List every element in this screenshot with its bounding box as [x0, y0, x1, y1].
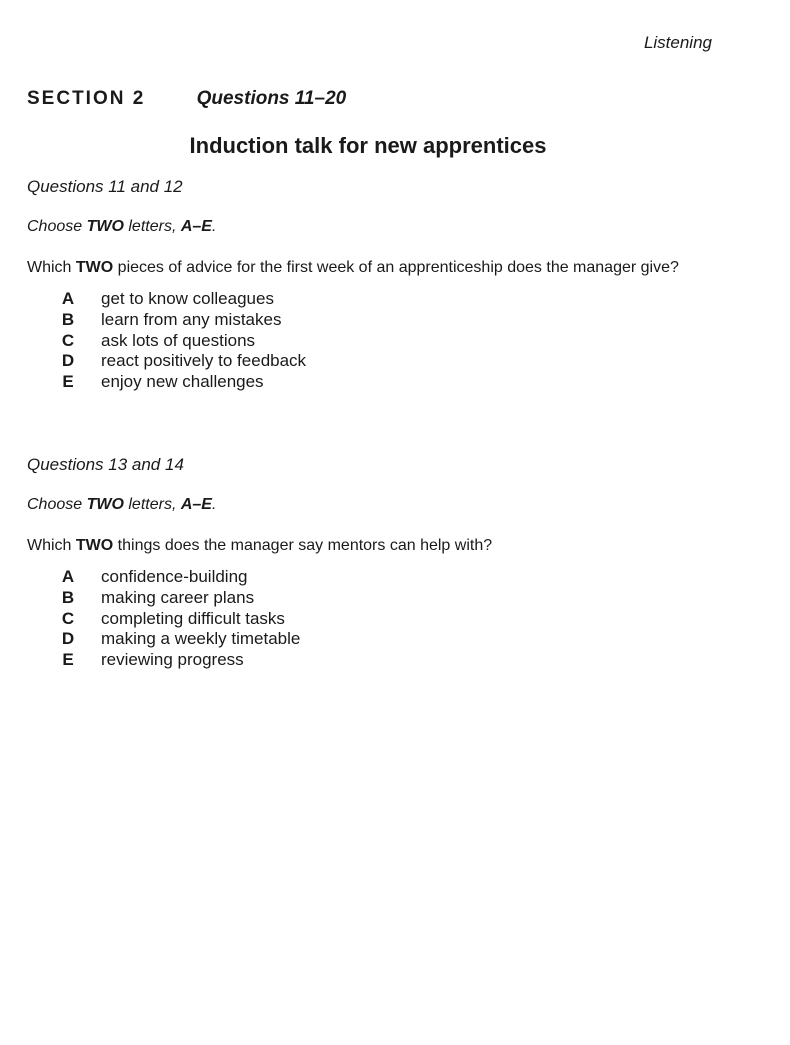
option-text: react positively to feedback [101, 351, 307, 371]
instruction-text: letters, [123, 218, 181, 235]
option-text: making a weekly timetable [101, 629, 301, 649]
option-letter: B [61, 309, 75, 329]
question-emphasis: TWO [75, 537, 114, 554]
option-letter: D [61, 629, 75, 649]
option-b[interactable] [27, 310, 727, 331]
instruction-text: Choose [27, 496, 87, 513]
question-block-13-14 [27, 455, 727, 671]
question-block-11-12 [27, 177, 727, 393]
option-d[interactable] [27, 629, 727, 650]
option-a[interactable] [27, 289, 727, 310]
options-list [27, 289, 727, 393]
option-d[interactable] [27, 351, 727, 372]
page-header-label: Listening [643, 33, 712, 52]
option-b[interactable] [27, 588, 727, 609]
option-letter: A [61, 289, 75, 308]
question-instruction [27, 218, 727, 242]
question-text-part: Which [27, 537, 76, 554]
section-heading [27, 88, 346, 110]
option-text: learn from any mistakes [101, 309, 282, 329]
question-text-part: Which [27, 259, 76, 276]
option-e[interactable] [27, 650, 727, 671]
option-text: confidence-building [101, 567, 248, 586]
option-e[interactable] [27, 372, 727, 393]
options-list [27, 567, 727, 671]
question-range: Questions 13 and 14 [27, 455, 184, 474]
instruction-emphasis: TWO [86, 496, 124, 513]
instruction-text: . [211, 496, 217, 513]
option-letter: C [61, 330, 75, 350]
option-text: reviewing progress [101, 650, 244, 670]
question-range: Questions 11 and 12 [27, 177, 183, 196]
option-text: making career plans [101, 587, 255, 607]
option-letter: E [62, 650, 74, 670]
section-questions-range: Questions 11–20 [196, 88, 347, 109]
option-letter: D [61, 351, 75, 371]
question-text [27, 259, 727, 281]
option-letter: B [61, 587, 75, 607]
option-text: completing difficult tasks [101, 608, 285, 628]
section-title: SECTION 2 [27, 88, 146, 109]
option-letter: C [61, 608, 75, 628]
instruction-text: . [211, 218, 217, 235]
page-title: Induction talk for new apprentices [189, 133, 547, 158]
option-letter: E [62, 372, 74, 392]
option-text: enjoy new challenges [101, 372, 264, 392]
option-a[interactable] [27, 567, 727, 588]
option-c[interactable] [27, 609, 727, 630]
option-text: ask lots of questions [101, 330, 256, 350]
question-text-part: things does the manager say mentors can help with? [113, 537, 493, 554]
instruction-emphasis: TWO [86, 218, 124, 235]
option-c[interactable] [27, 331, 727, 352]
instruction-text: Choose [27, 218, 87, 235]
question-emphasis: TWO [75, 259, 114, 276]
instruction-emphasis: A–E [180, 218, 212, 235]
question-text-part: pieces of advice for the first week of an apprenticeship does the manager give? [113, 259, 679, 276]
question-instruction [27, 496, 727, 520]
option-text: get to know colleagues [101, 289, 274, 308]
instruction-text: letters, [123, 496, 181, 513]
option-letter: A [61, 567, 75, 586]
instruction-emphasis: A–E [180, 496, 212, 513]
question-text [27, 537, 727, 559]
